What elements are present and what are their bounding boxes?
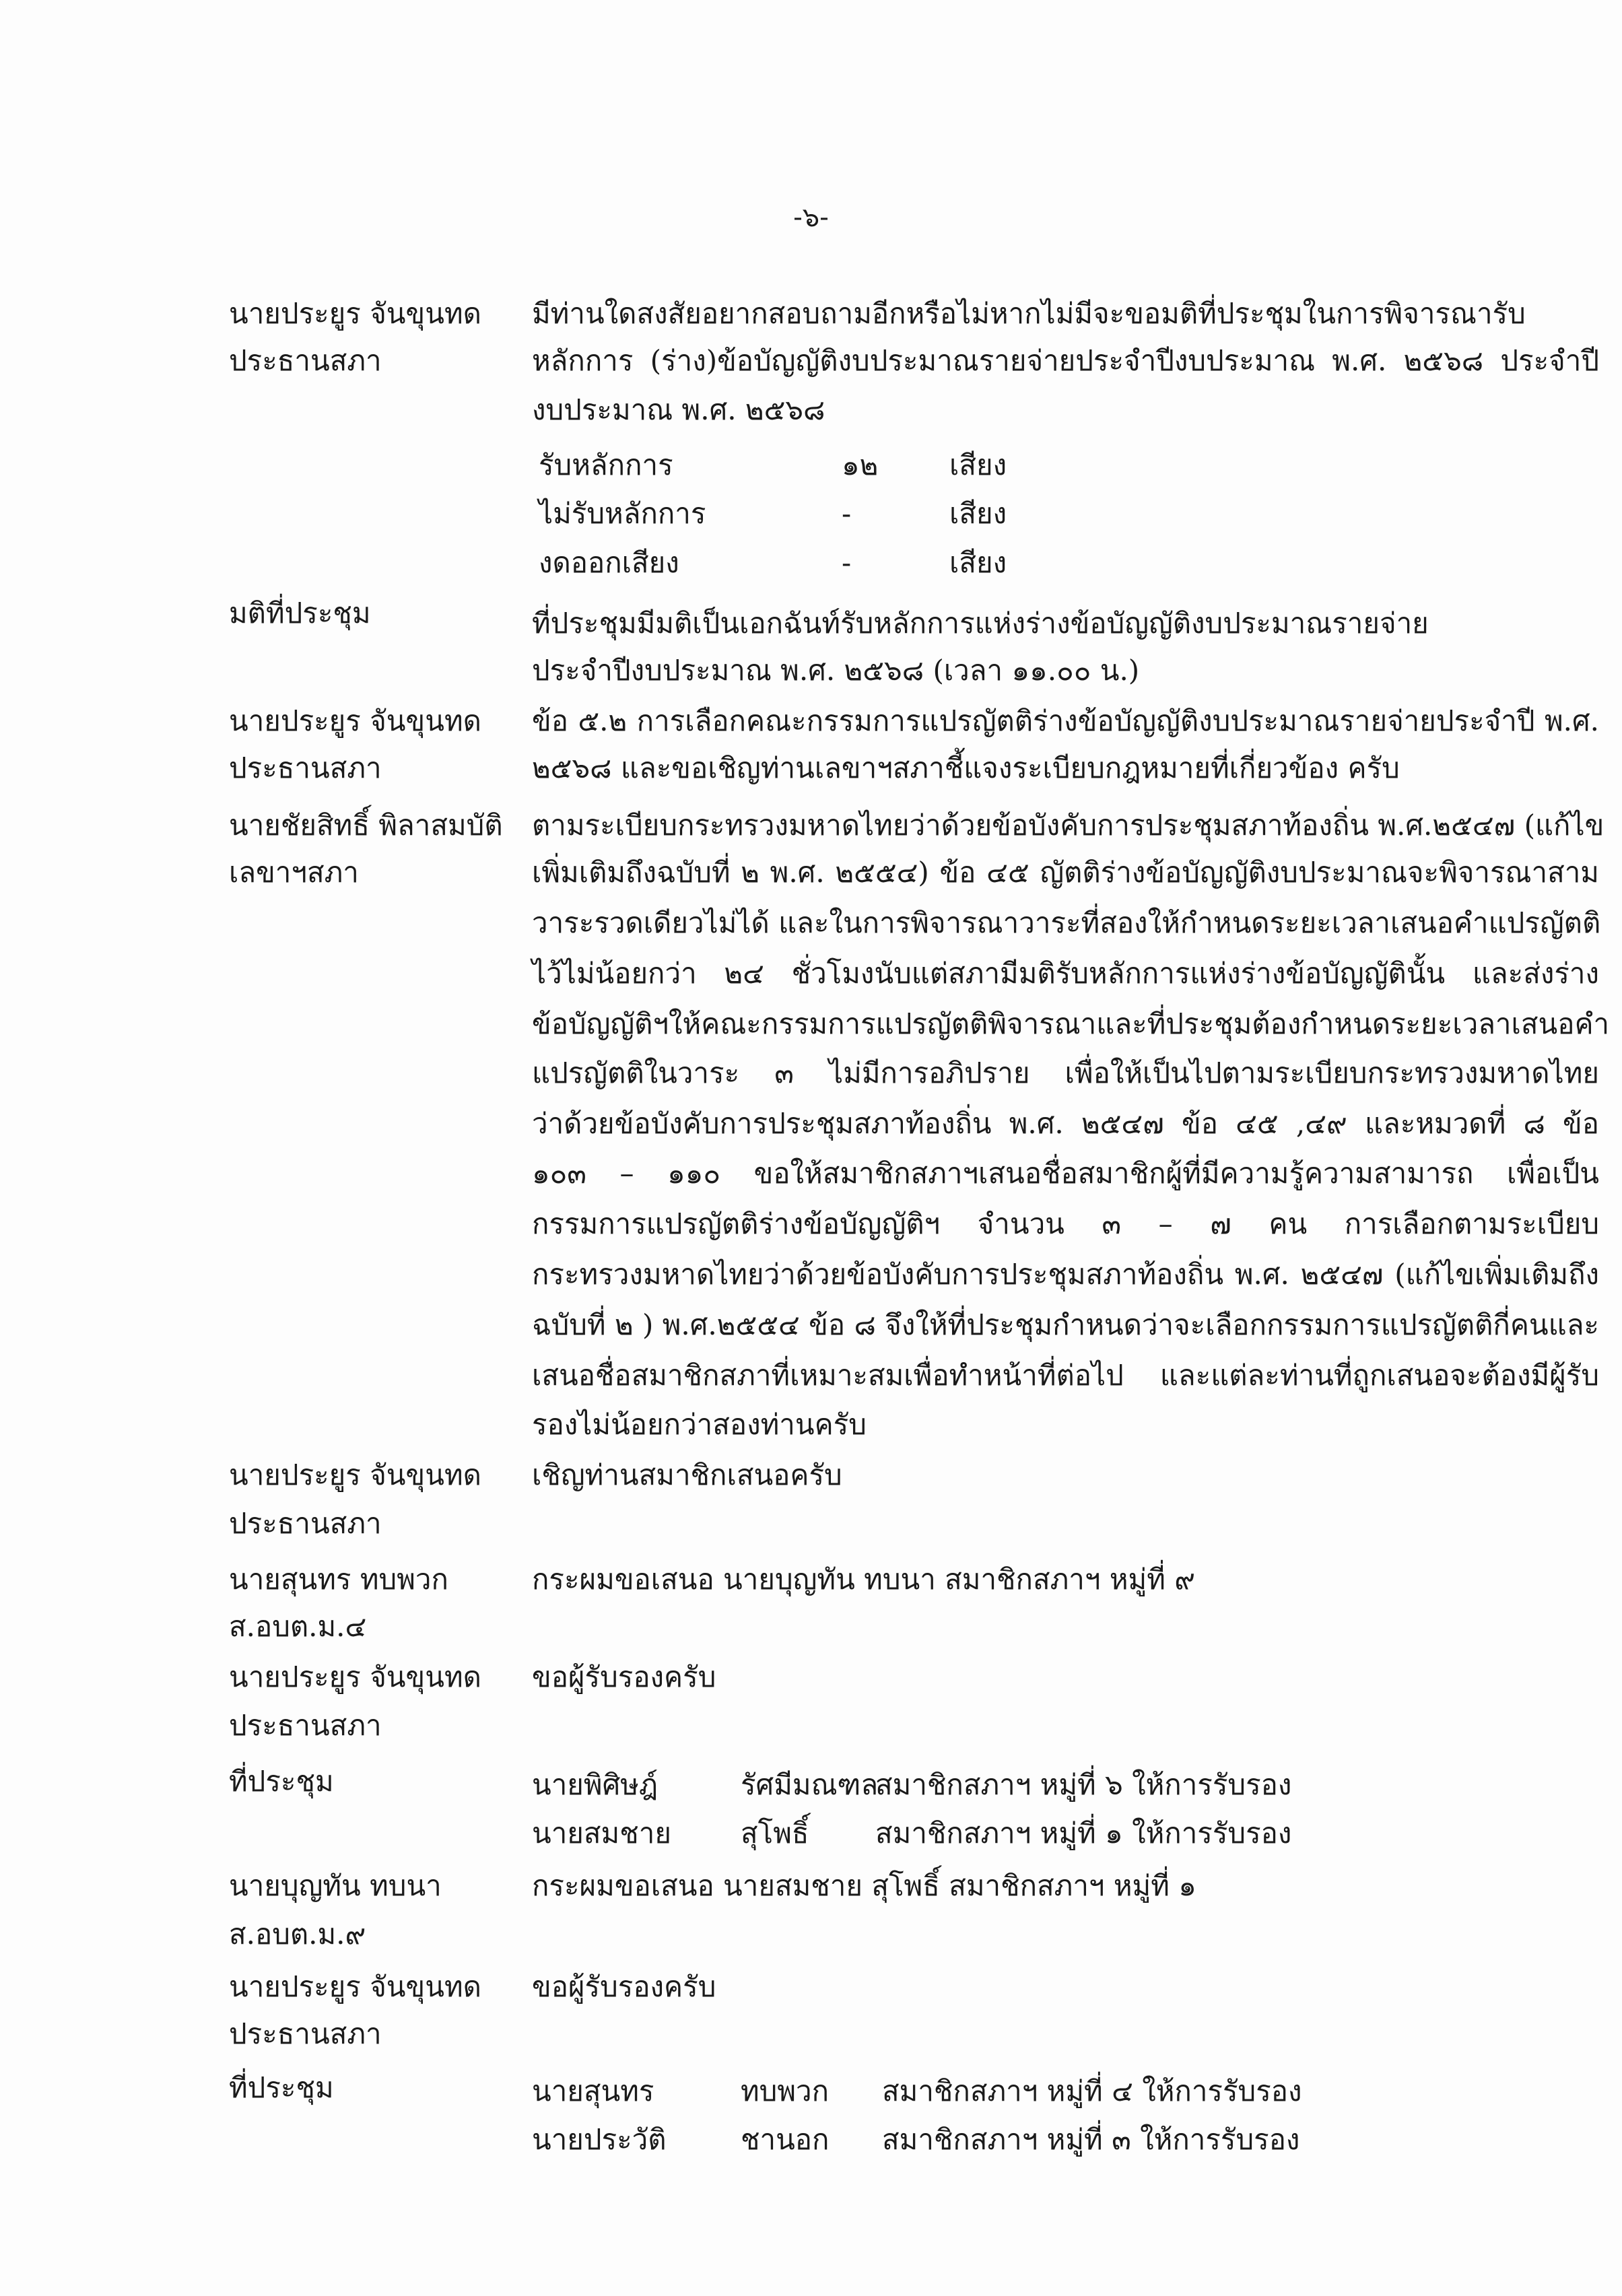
body-line: มีท่านใดสงสัยอยากสอบถามอีกหรือไม่หากไม่มีจะขอมติที่ประชุมในการพิจารณารับ [532, 297, 1526, 330]
speaker-name: ที่ประชุม [229, 1765, 334, 1798]
body-line: แปรญัตติในวาระ ๓ ไม่มีการอภิปราย เพื่อให้เป็นไปตามระเบียบกระทรวงมหาดไทย [532, 1056, 1599, 1089]
speaker-role: ประธานสภา [229, 2017, 382, 2050]
vote-unit: เสียง [949, 448, 1007, 481]
document-page: -๖- นายประยูร จันขุนทด ประธานสภา มีท่านใดสงสัยอยากสอบถามอีกหรือไม่หากไม่มีจะขอมติที่ประชุมในการพิจารณารับ หลักการ (ร่าง)ข้อบัญญัติงบประมาณรายจ่ายประจำปีงบประมาณ พ.ศ. ๒๕๖๘ ประจำปี งบประมาณ พ.ศ. ๒๕๖๘ รับหลักการ ๑๒ เสียง ไม่รับหลักการ - เสียง งดออกเสียง - เสียง มติที่ประชุม ที่ประชุมมีมติเป็นเอกฉันท์รับหลักการแห่งร่างข้อบัญญัติงบประมาณรายจ่าย ประจำปีงบประมาณ พ.ศ. ๒๕๖๘ (เวลา ๑๑.๐๐ น.) นายประยูร จันขุนทด ประธานสภา ข้อ ๕.๒ การเลือกคณะกรรมการแปรญัตติร่างข้อบัญญัติงบประมาณรายจ่ายประจำปี พ.ศ. ๒๕๖๘ และขอเชิญท่านเลขาฯสภาชี้แจงระเบียบกฎหมายที่เกี่ยวข้อง ครับ นายชัยสิทธิ์ พิลาสมบัติ เลขาฯสภา ตามระเบียบกระทรวงมหาดไทยว่าด้วยข้อบังคับการประชุมสภาท้องถิ่น พ.ศ.๒๕๔๗ (แก้ไข เพิ่มเติมถึงฉบับที่ ๒ พ.ศ. ๒๕๕๔) ข้อ ๔๕ ญัตติร่างข้อบัญญัติงบประมาณจะพิจารณาสาม วาระรวดเดียวไม่ได้ และในการพิจารณาวาระที่สองให้กำหนดระยะเวลาเสนอคำแปรญัตติ ไว้ไม่น้อยกว่า ๒๔ ชั่วโมงนับแต่สภามีมติรับหลักการแห่งร่างข้อบัญญัตินั้น และส่งร่าง ข้อบัญญัติฯให้คณะกรรมการแปรญัตติพิจารณาและที่ประชุมต้องกำหนดระยะเวลาเสนอคำ แปรญัตติในวาระ ๓ ไม่มีการอภิปราย เพื่อให้เป็นไปตามระเบียบกระทรวงมหาดไทย ว่าด้วยข้อบังคับการประชุมสภาท้องถิ่น พ.ศ. ๒๕๔๗ ข้อ ๔๕ ,๔๙ และหมวดที่ ๘ ข้อ ๑๐๓ – ๑๑๐ ขอให้สมาชิกสภาฯเสนอชื่อสมาชิกผู้ที่มีความรู้ความสามารถ เพื่อเป็น กรรมการแปรญัตติร่างข้อบัญญัติฯ จำนวน ๓ – ๗ คน การเลือกตามระเบียบ กระทรวงมหาดไทยว่าด้วยข้อบังคับการประชุมสภาท้องถิ่น พ.ศ. ๒๕๔๗ (แก้ไขเพิ่มเติมถึง ฉบับที่ ๒ ) พ.ศ.๒๕๕๔ ข้อ ๘ จึงให้ที่ประชุมกำหนดว่าจะเลือกกรรมการแปรญัตติกี่คนและ เสนอชื่อสมาชิกสภาที่เหมาะสมเพื่อทำหน้าที่ต่อไป และแต่ละท่านที่ถูกเสนอจะต้องมีผู้รับ รองไม่น้อยกว่าสองท่านครับ นายประยูร จันขุนทด ประธานสภา เชิญท่านสมาชิกเสนอครับ นายสุนทร ทบพวก ส.อบต.ม.๔ กระผมขอเสนอ นายบุญทัน ทบนา สมาชิกสภาฯ หมู่ที่ ๙ นายประยูร จันขุนทด ประธานสภา ขอผู้รับรองครับ ที่ประชุม นายพิศิษฎ์ รัศมีมณฑล สมาชิกสภาฯ หมู่ที่ ๖ ให้การรับรอง นายสมชาย สุโพธิ์ สมาชิกสภาฯ หมู่ที่ ๑ ให้การรับรอง นายบุญทัน ทบนา ส.อบต.ม.๙ กระผมขอเสนอ นายสมชาย สุโพธิ์ สมาชิกสภาฯ หมู่ที่ ๑ นายประยูร จันขุนทด ประธานสภา ขอผู้รับรองครับ ที่ประชุม นายสุนทร ทบพวก สมาชิกสภาฯ หมู่ที่ ๔ ให้การรับรอง นายประวัติ ชานอก สมาชิกสภาฯ หมู่ที่ ๓ ให้การรับรอง [0, 0, 1622, 2296]
vote-unit: เสียง [949, 497, 1007, 530]
speaker-name: นายประยูร จันขุนทด [229, 297, 481, 330]
body-line: กรรมการแปรญัตติร่างข้อบัญญัติฯ จำนวน ๓ – ๗ คน การเลือกตามระเบียบ [532, 1207, 1599, 1240]
vote-label: งดออกเสียง [539, 546, 679, 579]
endorser-role: สมาชิกสภาฯ หมู่ที่ ๓ ให้การรับรอง [882, 2123, 1300, 2156]
speaker-name: นายสุนทร ทบพวก [229, 1563, 448, 1596]
body-line: ข้อบัญญัติฯให้คณะกรรมการแปรญัตติพิจารณาและที่ประชุมต้องกำหนดระยะเวลาเสนอคำ [532, 1007, 1610, 1040]
body-line: วาระรวดเดียวไม่ได้ และในการพิจารณาวาระที่สองให้กำหนดระยะเวลาเสนอคำแปรญัตติ [532, 906, 1601, 939]
endorser-last-name: สุโพธิ์ [741, 1817, 809, 1850]
speaker-role: ส.อบต.ม.๔ [229, 1610, 367, 1643]
endorser-first-name: นายประวัติ [532, 2123, 667, 2156]
body-line: กระทรวงมหาดไทยว่าด้วยข้อบังคับการประชุมสภาท้องถิ่น พ.ศ. ๒๕๔๗ (แก้ไขเพิ่มเติมถึง [532, 1258, 1600, 1291]
vote-count: - [842, 546, 852, 579]
body-line: หลักการ (ร่าง)ข้อบัญญัติงบประมาณรายจ่ายประจำปีงบประมาณ พ.ศ. ๒๕๖๘ ประจำปี [532, 344, 1599, 377]
body-line: เสนอชื่อสมาชิกสภาที่เหมาะสมเพื่อทำหน้าที่ต่อไป และแต่ละท่านที่ถูกเสนอจะต้องมีผู้รับ [532, 1359, 1599, 1392]
endorser-first-name: นายพิศิษฎ์ [532, 1768, 658, 1801]
endorser-role: สมาชิกสภาฯ หมู่ที่ ๖ ให้การรับรอง [875, 1768, 1292, 1801]
body-line: ว่าด้วยข้อบังคับการประชุมสภาท้องถิ่น พ.ศ. ๒๕๔๗ ข้อ ๔๕ ,๔๙ และหมวดที่ ๘ ข้อ [532, 1107, 1599, 1140]
speaker-role: ส.อบต.ม.๙ [229, 1918, 366, 1951]
endorser-last-name: ชานอก [741, 2123, 830, 2156]
vote-label: ไม่รับหลักการ [539, 497, 706, 530]
body-line: ตามระเบียบกระทรวงมหาดไทยว่าด้วยข้อบังคับการประชุมสภาท้องถิ่น พ.ศ.๒๕๔๗ (แก้ไข [532, 809, 1604, 842]
speaker-role: ประธานสภา [229, 751, 382, 784]
speaker-name: นายประยูร จันขุนทด [229, 1458, 481, 1491]
page-number: -๖- [793, 202, 829, 233]
endorser-role: สมาชิกสภาฯ หมู่ที่ ๔ ให้การรับรอง [882, 2074, 1302, 2107]
body-line: ๑๐๓ – ๑๑๐ ขอให้สมาชิกสภาฯเสนอชื่อสมาชิกผู้ที่มีความรู้ความสามารถ เพื่อเป็น [532, 1157, 1599, 1190]
body-line: เพิ่มเติมถึงฉบับที่ ๒ พ.ศ. ๒๕๕๔) ข้อ ๔๕ ญัตติร่างข้อบัญญัติงบประมาณจะพิจารณาสาม [532, 856, 1599, 889]
speaker-role: ประธานสภา [229, 1709, 382, 1742]
vote-count: - [842, 497, 852, 530]
speaker-name: มติที่ประชุม [229, 597, 371, 630]
vote-count: ๑๒ [842, 448, 879, 481]
speaker-role: ประธานสภา [229, 344, 382, 377]
body-line: ข้อ ๕.๒ การเลือกคณะกรรมการแปรญัตติร่างข้อบัญญัติงบประมาณรายจ่ายประจำปี พ.ศ. [532, 704, 1599, 737]
speaker-name: ที่ประชุม [229, 2071, 334, 2104]
vote-label: รับหลักการ [539, 448, 673, 481]
speaker-role: ประธานสภา [229, 1507, 382, 1540]
speaker-role: เลขาฯสภา [229, 856, 359, 889]
speaker-name: นายประยูร จันขุนทด [229, 704, 481, 737]
speaker-name: นายประยูร จันขุนทด [229, 1660, 481, 1693]
body-line: ฉบับที่ ๒ ) พ.ศ.๒๕๕๔ ข้อ ๘ จึงให้ที่ประชุมกำหนดว่าจะเลือกกรรมการแปรญัตติกี่คนและ [532, 1308, 1599, 1341]
endorser-last-name: รัศมีมณฑล [741, 1768, 879, 1801]
speaker-name: นายชัยสิทธิ์ พิลาสมบัติ [229, 809, 503, 842]
endorser-first-name: นายสุนทร [532, 2074, 654, 2107]
endorser-role: สมาชิกสภาฯ หมู่ที่ ๑ ให้การรับรอง [875, 1817, 1292, 1850]
endorser-first-name: นายสมชาย [532, 1817, 671, 1850]
speaker-name: นายประยูร จันขุนทด [229, 1970, 481, 2003]
vote-unit: เสียง [949, 546, 1007, 579]
endorser-last-name: ทบพวก [741, 2074, 830, 2107]
body-line: ไว้ไม่น้อยกว่า ๒๔ ชั่วโมงนับแต่สภามีมติรับหลักการแห่งร่างข้อบัญญัตินั้น และส่งร่าง [532, 957, 1599, 990]
speaker-name: นายบุญทัน ทบนา [229, 1869, 442, 1902]
